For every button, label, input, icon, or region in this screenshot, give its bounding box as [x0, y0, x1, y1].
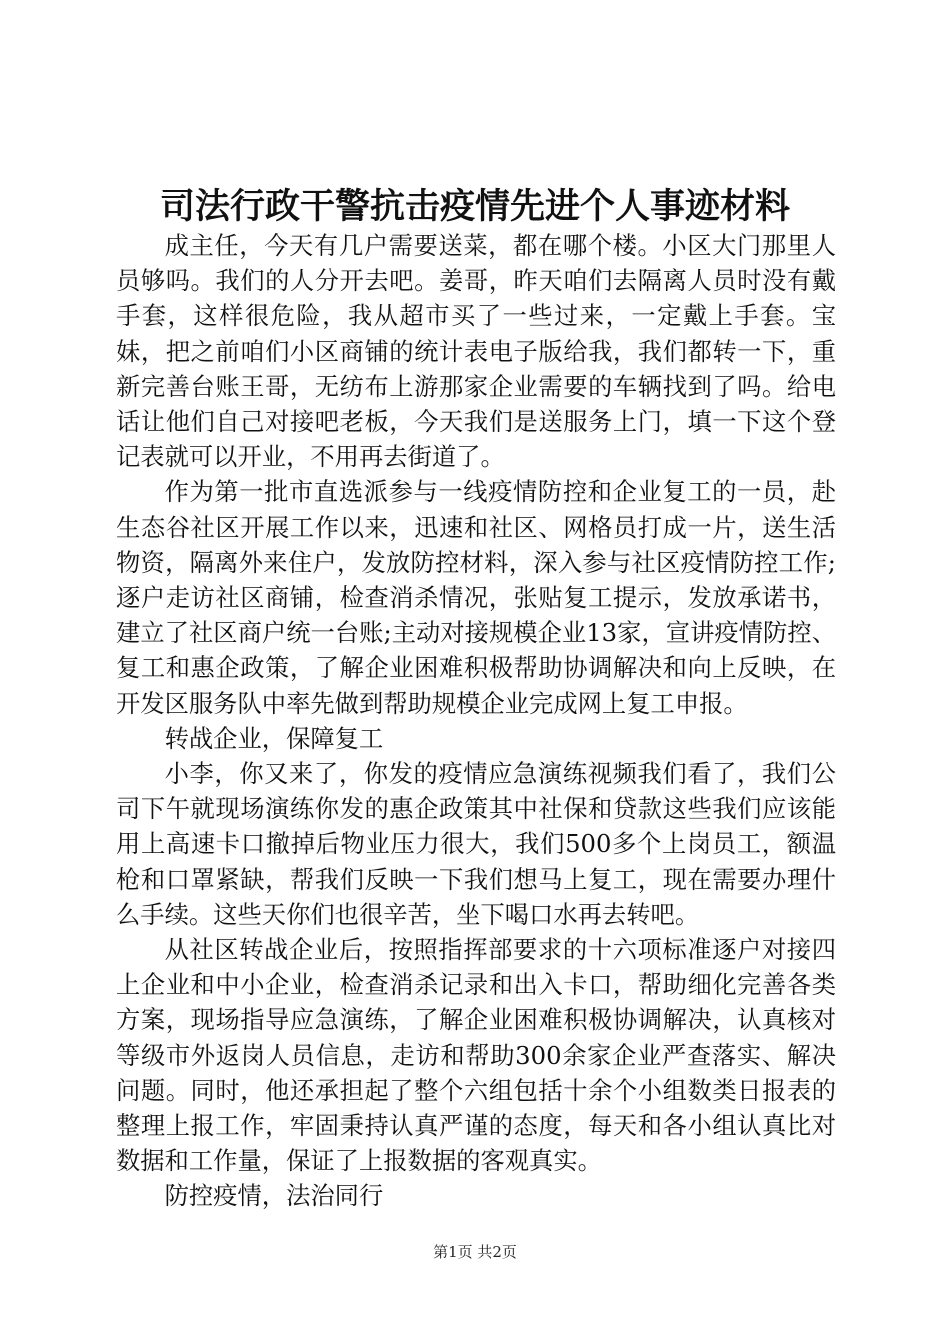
- section-heading-2: 防控疫情，法治同行: [164, 1181, 384, 1211]
- paragraph-4: 从社区转战企业后，按照指挥部要求的十六项标准逐户对接四上企业和中小企业，检查消杀记录和出入卡口，帮助细化完善各类方案，现场指导应急演练，了解企业困难积极协调解决，认真核对等级市外返岗人员信息，走访和帮助300余家企业严查落实、解决问题。同时，他还承担起了整个六组包括十余个小组数类日报表的整理上报工作，牢固秉持认真严谨的态度，每天和各小组认真比对数据和工作量，保证了上报数据的客观真实。: [116, 935, 836, 1176]
- paragraph-1: 成主任，今天有几户需要送菜，都在哪个楼。小区大门那里人员够吗。我们的人分开去吧。姜哥，昨天咱们去隔离人员时没有戴手套，这样很危险，我从超市买了一些过来，一定戴上手套。宝妹，把之前咱们小区商铺的统计表电子版给我，我们都转一下，重新完善台账王哥，无纺布上游那家企业需要的车辆找到了吗。给电话让他们自己对接吧老板，今天我们是送服务上门，填一下这个登记表就可以开业，不用再去街道了。: [116, 231, 836, 472]
- document-body: [116, 228, 836, 1214]
- page-number-footer: 第1页 共2页: [433, 1243, 517, 1261]
- paragraph-3: 小李，你又来了，你发的疫情应急演练视频我们看了，我们公司下午就现场演练你发的惠企政策其中社保和贷款这些我们应该能用上高速卡口撤掉后物业压力很大，我们500多个上岗员工，额温枪和口罩紧缺，帮我们反映一下我们想马上复工，现在需要办理什么手续。这些天你们也很辛苦，坐下喝口水再去转吧。: [116, 759, 836, 929]
- paragraph-2: 作为第一批市直选派参与一线疫情防控和企业复工的一员，赴生态谷社区开展工作以来，迅速和社区、网格员打成一片，送生活物资，隔离外来住户，发放防控材料，深入参与社区疫情防控工作;逐户走访社区商铺，检查消杀情况，张贴复工提示，发放承诺书，建立了社区商户统一台账;主动对接规模企业13家，宣讲疫情防控、复工和惠企政策，了解企业困难积极帮助协调解决和向上反映，在开发区服务队中率先做到帮助规模企业完成网上复工申报。: [116, 477, 836, 718]
- document-title: 司法行政干警抗击疫情先进个人事迹材料: [159, 186, 790, 227]
- section-heading-1: 转战企业，保障复工: [164, 723, 384, 753]
